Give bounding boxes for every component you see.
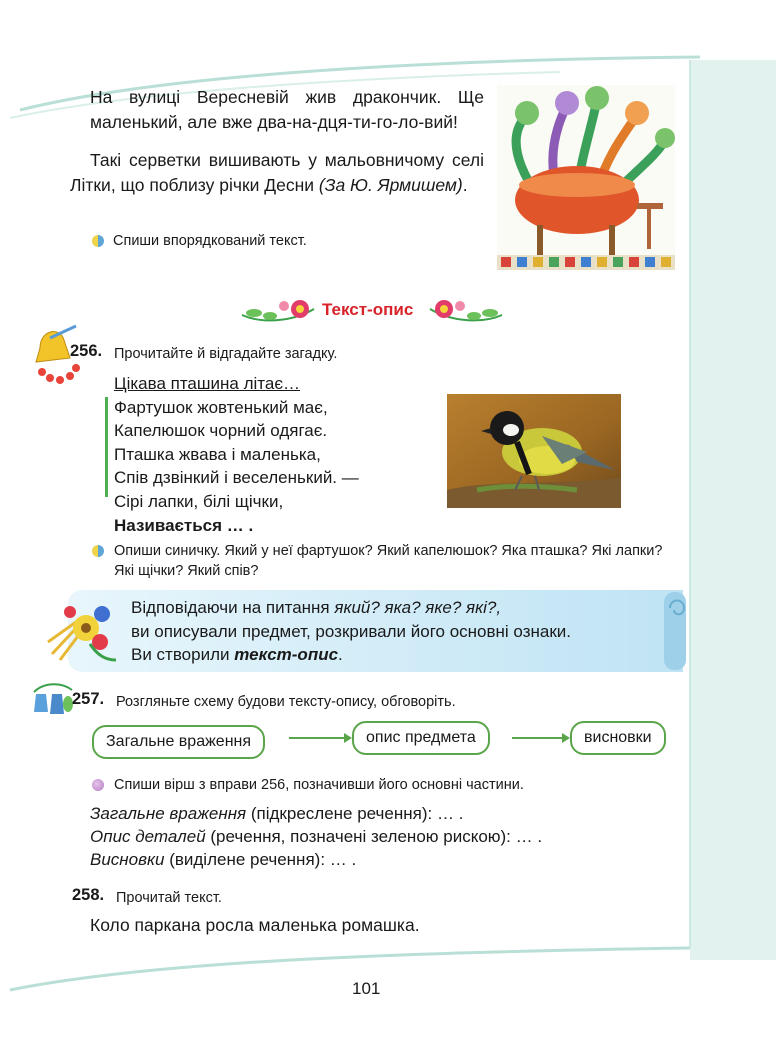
poem-line-6: Сірі лапки, білі щічки, [114, 491, 284, 511]
exercise-257-instruction: Розгляньте схему будови тексту-опису, обговоріть. [116, 694, 456, 710]
poem-line-7: Називається … . [114, 515, 254, 535]
poem-line-1: Цікава пташина літає… [114, 374, 301, 393]
scheme-box-general-impression: Загальне враження [92, 725, 265, 759]
exercise-258-text: Коло паркана росла маленька ромашка. [90, 915, 420, 935]
rule-line-2: ви описували предмет, розкривали його основні ознаки. [131, 621, 571, 641]
parts-list [90, 802, 542, 871]
paragraph-2-text: Такі серветки вишивають у мальовничому селі Літки, що поблизу річки Десни [70, 150, 484, 195]
exercise-258-instruction: Прочитай текст. [116, 890, 222, 906]
parts-line-3-rest: (виділене речення): … . [164, 850, 357, 869]
exercise-256-instruction: Прочитайте й відгадайте загадку. [114, 346, 338, 362]
parts-line-2-label: Опис деталей [90, 827, 206, 846]
exercise-256-number: 256. [70, 342, 103, 360]
page-number: 101 [352, 979, 381, 998]
poem-line-2: Фартушок жовтенький має, [114, 397, 328, 417]
poem-line-4: Пташка жвава і маленька, [114, 444, 321, 464]
parts-line-3-label: Висновки [90, 850, 165, 869]
exercise-257-task: Спиши вірш з вправи 256, позначивши його основні частини. [114, 777, 524, 793]
parts-line-1 [90, 802, 542, 825]
rule-questions: який? яка? яке? які?, [334, 598, 502, 617]
rule-end: . [338, 645, 343, 664]
parts-line-1-rest: (підкреслене речення): … . [246, 804, 464, 823]
exercise-257-number: 257. [72, 690, 105, 708]
paragraph-1-text: На вулиці Вересневій жив дракончик. Ще маленький, але вже два-на-дця-ти-го-ло-вий! [90, 87, 484, 132]
rule-part1: Відповідаючи на питання [131, 598, 335, 617]
parts-line-3 [90, 848, 542, 871]
scheme-box-conclusions: висновки [570, 721, 666, 755]
poem-line-3: Капелюшок чорний одягає. [114, 421, 328, 441]
parts-line-2-rest: (речення, позначені зеленою рискою): … . [205, 827, 543, 846]
section-title: Текст-опис [322, 300, 414, 319]
rule-part3: Ви створили [131, 645, 235, 664]
exercise-258-number: 258. [72, 886, 105, 904]
task-257-bullet-icon [92, 779, 104, 791]
parts-line-2 [90, 825, 542, 848]
poem-line-5: Спів дзвінкий і веселенький. — [114, 468, 359, 488]
top-task: Спиши впорядкований текст. [113, 233, 307, 249]
exercise-256-task: Опиши синичку. Який у неї фартушок? Який капелюшок? Яка пташка? Які лапки? Які щічки? Який спів? [114, 543, 663, 579]
paragraph-2-source: (За Ю. Ярмишем) [318, 175, 463, 195]
scheme-box-description: опис предмета [352, 721, 490, 755]
parts-line-1-label: Загальне враження [90, 804, 247, 823]
paragraph-2-end: . [462, 175, 468, 195]
rule-term: текст-опис [234, 645, 339, 664]
